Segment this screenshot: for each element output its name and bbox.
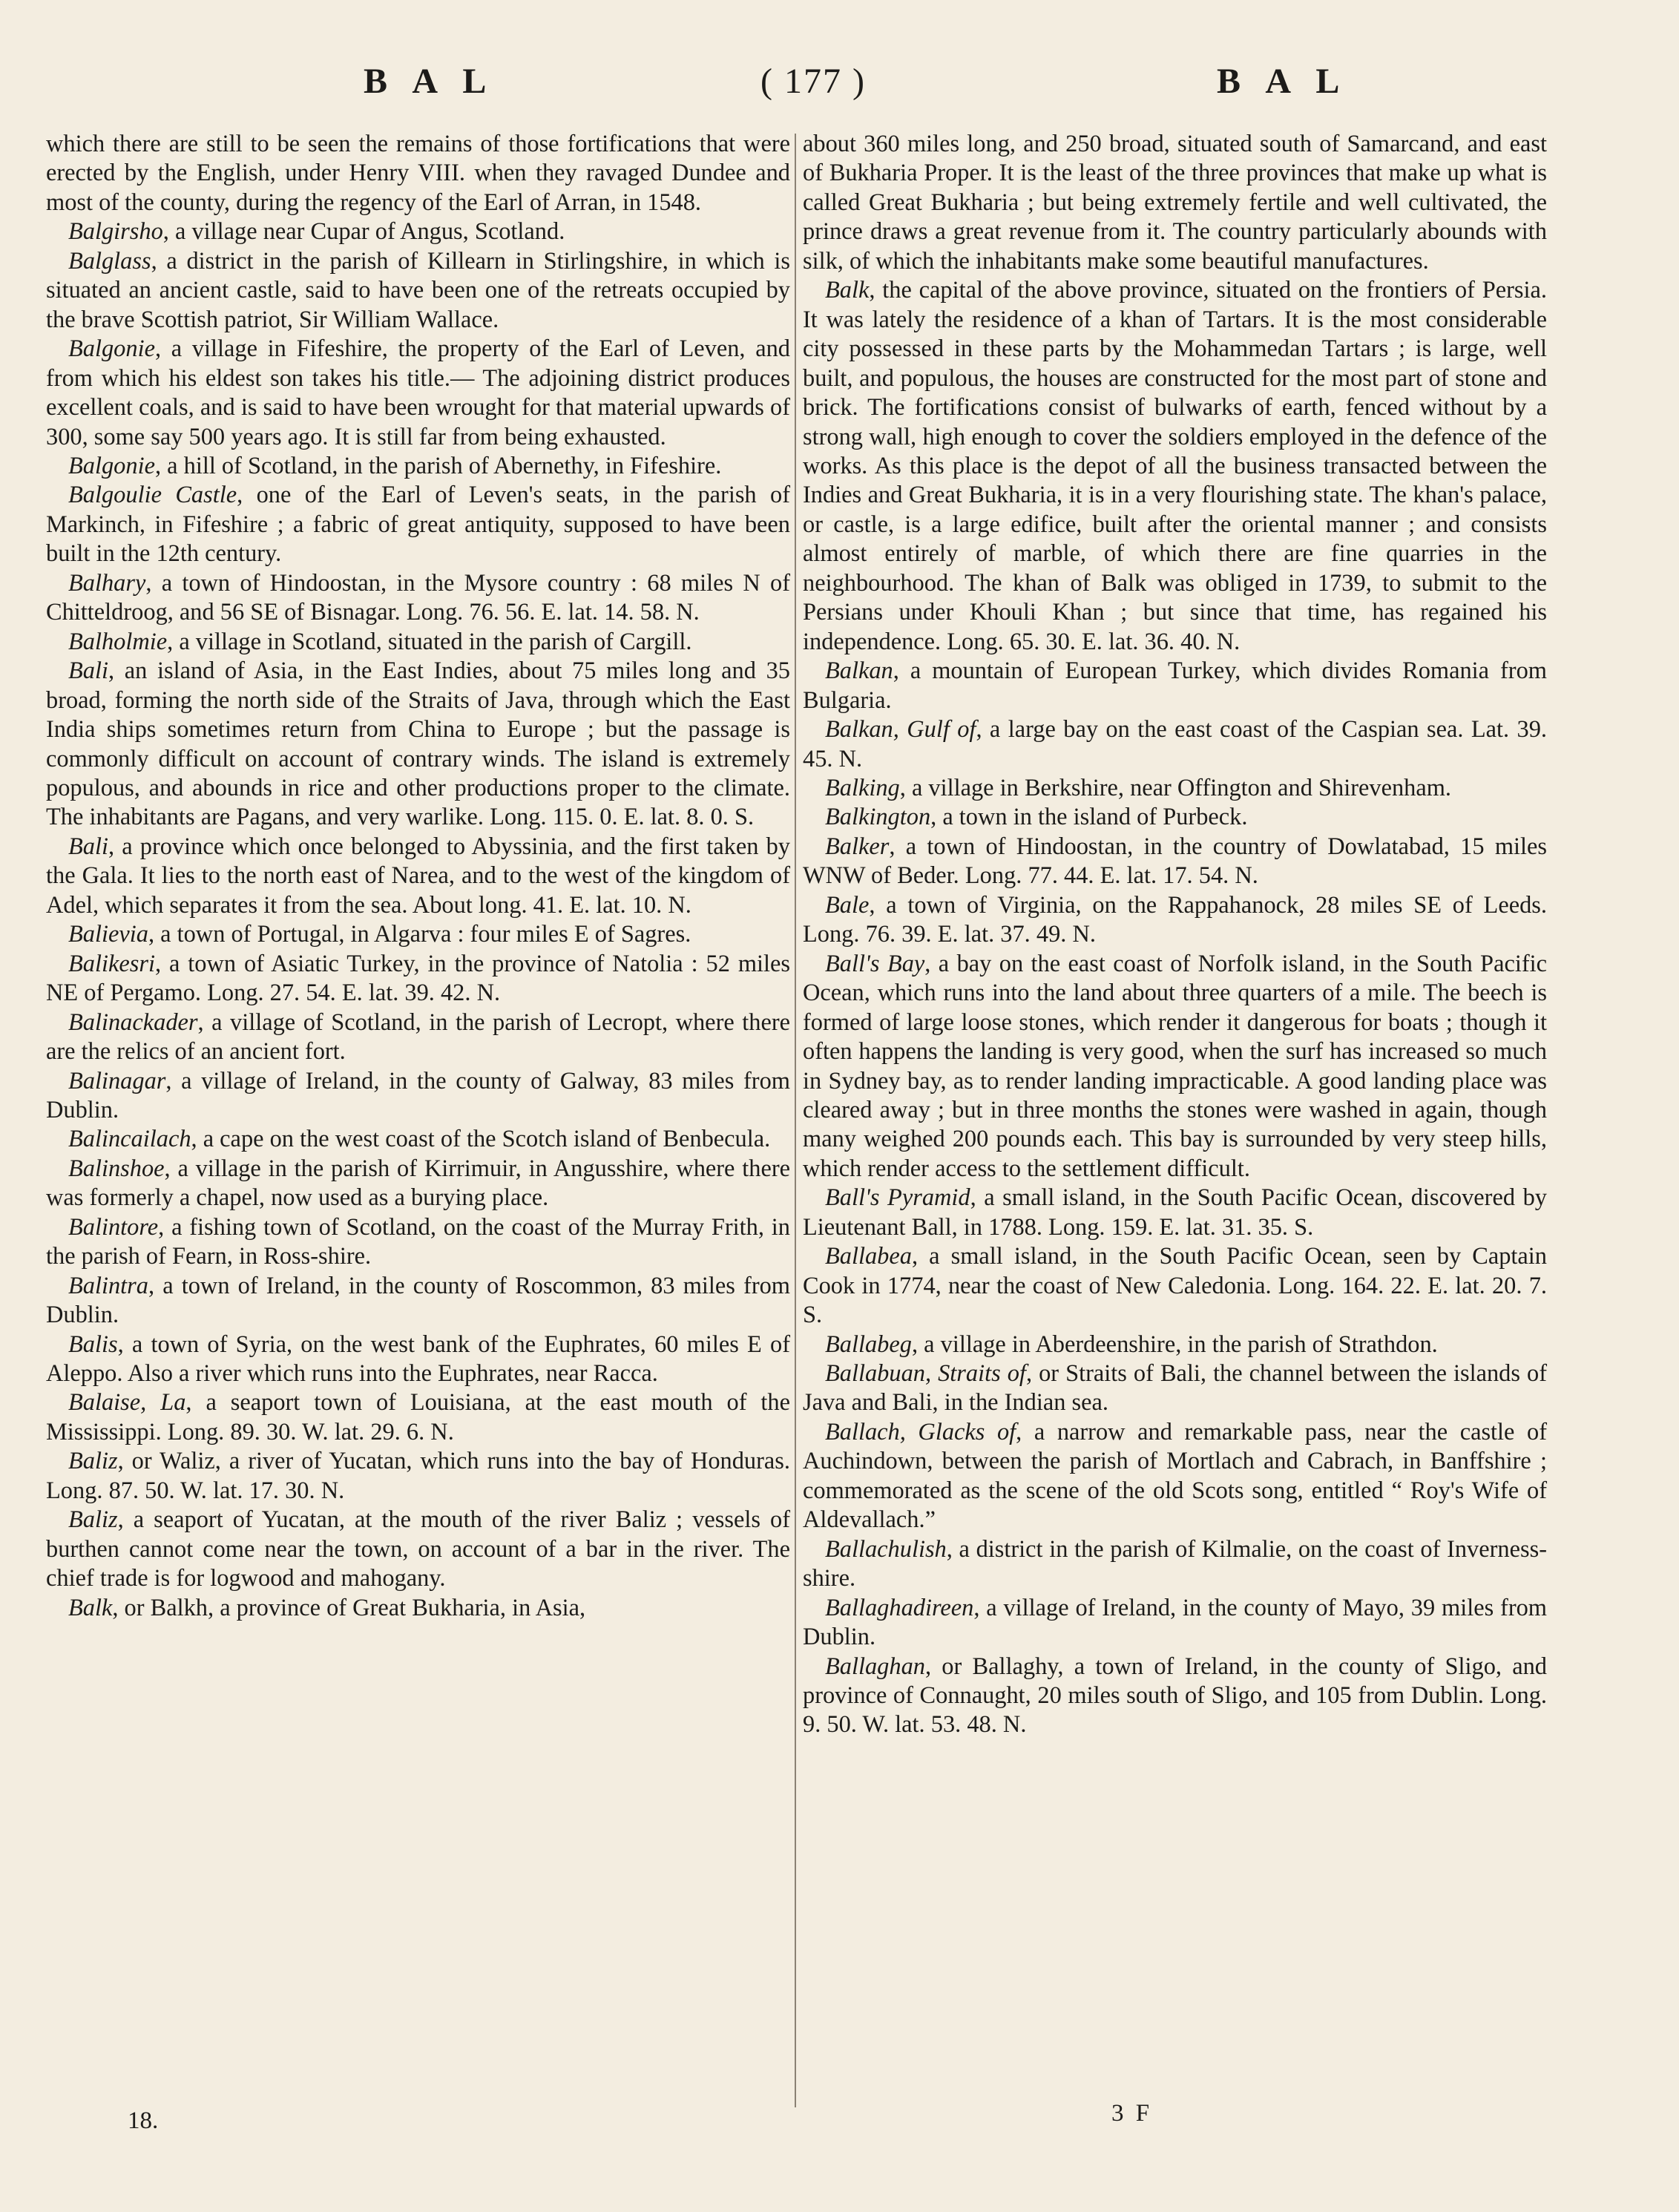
entry xyxy=(803,1653,1547,1740)
entry-text: , a village in Fifeshire, the property of the Earl of Leven, and from which his eldest son takes his title.— The adjoining district produces excellent coals, and is said to have been wrought for that material upwards of 300, some say 500 years ago. It is still far from being exhausted. xyxy=(46,335,790,450)
entry-headword: Bali xyxy=(68,657,108,685)
entry xyxy=(46,1330,790,1389)
entry xyxy=(46,1125,790,1154)
entry xyxy=(46,1594,790,1623)
entry xyxy=(803,833,1547,891)
entry-text: , a village in Aberdeenshire, in the parish of Strathdon. xyxy=(911,1330,1438,1358)
entry-text: , a hill of Scotland, in the parish of Abernethy, in Fifeshire. xyxy=(154,452,722,479)
entry-headword: Balgonie xyxy=(68,335,155,363)
page-number: ( 177 ) xyxy=(760,62,866,101)
entry-headword: Balgoulie Castle xyxy=(68,482,237,509)
entry xyxy=(803,1242,1547,1330)
entry-headword: Ballabuan, Straits of xyxy=(825,1360,1026,1388)
entry-headword: Ball's Pyramid xyxy=(825,1184,970,1212)
entry xyxy=(803,1535,1547,1594)
entry xyxy=(803,950,1547,1184)
entry xyxy=(803,276,1547,657)
entry-headword: Balgirsho xyxy=(68,218,163,246)
entry-text: , a village of Scotland, in the parish of Lecropt, where there are the relics of an ancient fort. xyxy=(46,1008,790,1066)
entry xyxy=(803,1330,1547,1359)
entry xyxy=(46,1447,790,1506)
running-header xyxy=(89,61,1590,113)
entry xyxy=(803,1184,1547,1242)
entry xyxy=(46,335,790,452)
entry-text: , a cape on the west coast of the Scotch island of Benbecula. xyxy=(191,1126,771,1153)
entry xyxy=(803,803,1547,832)
entry xyxy=(803,657,1547,715)
entry-text: , or Balkh, a province of Great Bukharia, in Asia, xyxy=(112,1594,586,1621)
entry-text: , or Ballaghy, a town of Ireland, in the county of Sligo, and province of Connaught, 20 miles south of Sligo, and 105 from Dublin. Long. 9. 50. W. lat. 53. 48. N. xyxy=(803,1653,1547,1739)
entry xyxy=(46,628,790,657)
column-divider xyxy=(795,134,796,2107)
entry-headword: Ballaghan xyxy=(825,1653,925,1680)
entry-headword: Balhary xyxy=(68,569,146,597)
entry-text: , a small island, in the South Pacific Ocean, seen by Captain Cook in 1774, near the coast of New Caledonia. Long. 164. 22. E. lat. 20. 7. S. xyxy=(803,1243,1547,1329)
entry-text: , a town in the island of Purbeck. xyxy=(930,804,1248,831)
entry-text: , a town of Hindoostan, in the Mysore country : 68 miles N of Chitteldroog, and 56 SE of Bisnagar. Long. 76. 56. E. lat. 14. 58. N. xyxy=(46,569,790,626)
entry xyxy=(803,1359,1547,1418)
entry-text: , or Waliz, a river of Yucatan, which runs into the bay of Honduras. Long. 87. 50. W. lat. 17. 30. N. xyxy=(46,1448,790,1504)
entry-headword: Balis xyxy=(68,1330,118,1358)
signature-mark-right: 3 F xyxy=(1111,2100,1153,2127)
entry xyxy=(46,1272,790,1330)
entry-headword: Baliz xyxy=(68,1506,118,1534)
header-left: B A L xyxy=(364,62,496,101)
entry xyxy=(803,715,1547,774)
right-column xyxy=(803,130,1547,1740)
left-column xyxy=(46,130,790,1623)
entry-headword: Ball's Bay xyxy=(825,950,925,977)
entry-headword: Bali xyxy=(68,833,108,860)
entry-text: , a village near Cupar of Angus, Scotland. xyxy=(162,218,565,246)
entry-text: , a seaport of Yucatan, at the mouth of the river Baliz ; vessels of burthen cannot come near the town, on account of a bar in the river. The chief trade is for logwood and mahogany. xyxy=(46,1506,790,1592)
entry-text: , a town of Ireland, in the county of Roscommon, 83 miles from Dublin. xyxy=(46,1272,790,1329)
entry-text: which there are still to be seen the remains of those fortifications that were erected by the English, under Henry VIII. when they ravaged Dundee and most of the county, during the regency of the Earl of Arran, in 1548. xyxy=(46,131,790,216)
entry-headword: Balinackader xyxy=(68,1008,198,1036)
entry-text: , a town of Virginia, on the Rappahanock, 28 miles SE of Leeds. Long. 76. 39. E. lat. 37. 49. N. xyxy=(803,891,1547,948)
entry-headword: Ballabea xyxy=(825,1243,912,1270)
entry xyxy=(46,481,790,568)
entry xyxy=(46,452,790,481)
entry-text: , one of the Earl of Leven's seats, in the parish of Markinch, in Fifeshire ; a fabric of great antiquity, supposed to have been built in the 12th century. xyxy=(46,482,790,568)
entry-text: , a district in the parish of Killearn in Stirlingshire, in which is situated an ancient castle, said to have been one of the retreats occupied by the brave Scottish patriot, Sir William Wallace. xyxy=(46,247,790,333)
entry-headword: Balintra xyxy=(68,1272,148,1299)
entry-text: , a village in the parish of Kirrimuir, in Angusshire, where there was formerly a chapel, now used as a burying place. xyxy=(46,1155,790,1212)
entry xyxy=(46,247,790,335)
entry-text: , or Straits of Bali, the channel between the islands of Java and Bali, in the Indian sea. xyxy=(803,1360,1547,1417)
entry-text: , a fishing town of Scotland, on the coast of the Murray Frith, in the parish of Fearn, in Ross-shire. xyxy=(46,1213,790,1270)
entry xyxy=(46,1155,790,1213)
entry xyxy=(46,920,790,949)
header-right: B A L xyxy=(1217,62,1349,101)
entry-headword: Balk xyxy=(68,1594,113,1621)
entry-text: , a province which once belonged to Abyssinia, and the first taken by the Gala. It lies to the north east of Narea, and to the west of the kingdom of Adel, which separates it from the sea. About long. 41. E. lat. 10. N. xyxy=(46,833,790,919)
entry xyxy=(46,1388,790,1447)
entry-headword: Balkan xyxy=(825,657,893,685)
entry-headword: Balinshoe xyxy=(68,1155,165,1182)
entry xyxy=(46,569,790,628)
entry-text: , a town of Asiatic Turkey, in the province of Natolia : 52 miles NE of Pergamo. Long. 27. 54. E. lat. 39. 42. N. xyxy=(46,950,790,1007)
entry-text: , a large bay on the east coast of the Caspian sea. Lat. 39. 45. N. xyxy=(803,716,1548,772)
entry-headword: Balintore xyxy=(68,1213,159,1241)
entry xyxy=(46,1506,790,1593)
entry xyxy=(46,1067,790,1126)
entry-headword: Ballaghadireen xyxy=(825,1594,974,1621)
entry-headword: Balgonie xyxy=(68,452,155,479)
entry-headword: Balinagar xyxy=(68,1067,166,1094)
entry-headword: Ballachulish xyxy=(825,1535,947,1563)
entry xyxy=(46,657,790,833)
entry-headword: Baliz xyxy=(68,1448,118,1475)
entry-text: , a seaport town of Louisiana, at the east mouth of the Mississippi. Long. 89. 30. W. lat. 29. 6. N. xyxy=(46,1389,790,1445)
entry-text: , a village in Scotland, situated in the parish of Cargill. xyxy=(167,628,692,655)
entry-headword: Balking xyxy=(825,774,900,801)
entry-text: , a town of Hindoostan, in the country of Dowlatabad, 15 miles WNW of Beder. Long. 77. 44. E. lat. 17. 54. N. xyxy=(803,833,1547,890)
entry-headword: Balievia xyxy=(68,921,148,948)
entry-text: , the capital of the above province, situated on the frontiers of Persia. It was lately the residence of a khan of Tartars. It is the most considerable city possessed in these parts by the Mohammedan Tartars ; is large, well built, and populous, the houses are constructed for the most part of stone and brick. The fortifications consist of bulwarks of earth, fenced without by a strong wall, high enough to cover the soldiers employed in the defence of the works. As this place is the depot of all the business transacted between the Indies and Great Bukharia, it is in a very flourishing state. The khan's palace, or castle, is a large edifice, built after the oriental manner ; and consists almost entirely of marble, of which there are fine quarries in the neighbourhood. The khan of Balk was obliged in 1739, to submit to the Persians under Khouli Khan ; but since that time, has regained his independence. Long. 65. 30. E. lat. 36. 40. N. xyxy=(803,277,1547,655)
entry-headword: Ballach, Glacks of xyxy=(825,1418,1016,1445)
entry-headword: Balkan, Gulf of xyxy=(825,716,976,744)
entry xyxy=(46,1008,790,1067)
entry-headword: Bale xyxy=(825,891,870,919)
entry-text: about 360 miles long, and 250 broad, situated south of Samarcand, and east of Bukharia Proper. It is the least of the three provinces that make up what is called Great Bukharia ; but being extremely fertile and well cultivated, the prince draws a great revenue from it. The country particularly abounds with silk, of which the inhabitants make some beautiful manufactures. xyxy=(803,131,1547,275)
signature-mark-left: 18. xyxy=(128,2107,159,2134)
entry xyxy=(46,130,790,217)
entry-text: , a small island, in the South Pacific Ocean, discovered by Lieutenant Ball, in 1788. Long. 159. E. lat. 31. 35. S. xyxy=(803,1184,1547,1241)
entry-headword: Balker xyxy=(825,833,890,860)
entry-text: , a town of Portugal, in Algarva : four miles E of Sagres. xyxy=(148,921,691,948)
entry-text: , a mountain of European Turkey, which divides Romania from Bulgaria. xyxy=(803,657,1547,714)
entry-headword: Balglass xyxy=(68,247,151,275)
entry xyxy=(803,1594,1547,1653)
entry-headword: Balk xyxy=(825,277,870,304)
entry-text: , a bay on the east coast of Norfolk island, in the South Pacific Ocean, which runs into the land about three quarters of a mile. The beech is formed of large loose stones, which render it dangerous for boats ; though it often happens the landing is very good, when the surf has increased so much in Sydney bay, as to render landing impracticable. A good landing place was cleared away ; but in three months the stones were washed in again, though many weighed 200 pounds each. This bay is surrounded by very steep hills, which render access to the settlement difficult. xyxy=(803,950,1547,1182)
entry-headword: Balholmie xyxy=(68,628,168,655)
entry xyxy=(803,774,1547,803)
entry xyxy=(803,1418,1547,1535)
entry xyxy=(46,1213,790,1272)
entry-headword: Balkington xyxy=(825,804,931,831)
entry xyxy=(46,833,790,920)
entry-text: , an island of Asia, in the East Indies, about 75 miles long and 35 broad, forming the north side of the Straits of Java, through which the East India ships sometimes return from China to Europe ; but the passage is commonly difficult on account of contrary winds. The island is extremely populous, and abounds in rice and other productions proper to the climate. The inhabitants are Pagans, and very warlike. Long. 115. 0. E. lat. 8. 0. S. xyxy=(46,657,790,831)
entry-text: , a narrow and remarkable pass, near the castle of Auchindown, between the parish of Mortlach and Cabrach, in Banffshire ; commemorated as the scene of the old Scots song, entitled “ Roy's Wife of Aldevallach.” xyxy=(803,1418,1547,1534)
entry-headword: Balaise, La xyxy=(68,1389,186,1417)
entry-text: , a town of Syria, on the west bank of the Euphrates, 60 miles E of Aleppo. Also a river which runs into the Euphrates, near Racca. xyxy=(46,1330,790,1388)
entry-headword: Ballabeg xyxy=(825,1330,912,1358)
entry xyxy=(803,130,1547,276)
entry xyxy=(803,891,1547,950)
entry-text: , a village in Berkshire, near Offington and Shirevenham. xyxy=(899,774,1452,801)
entry xyxy=(46,217,790,246)
entry-text: , a district in the parish of Kilmalie, on the coast of Inverness-shire. xyxy=(803,1535,1547,1592)
entry-headword: Balincailach xyxy=(68,1126,191,1153)
entry-text: , a village of Ireland, in the county of Mayo, 39 miles from Dublin. xyxy=(803,1594,1547,1651)
entry-headword: Balikesri xyxy=(68,950,155,977)
entry xyxy=(46,950,790,1008)
entry-text: , a village of Ireland, in the county of Galway, 83 miles from Dublin. xyxy=(46,1067,790,1123)
